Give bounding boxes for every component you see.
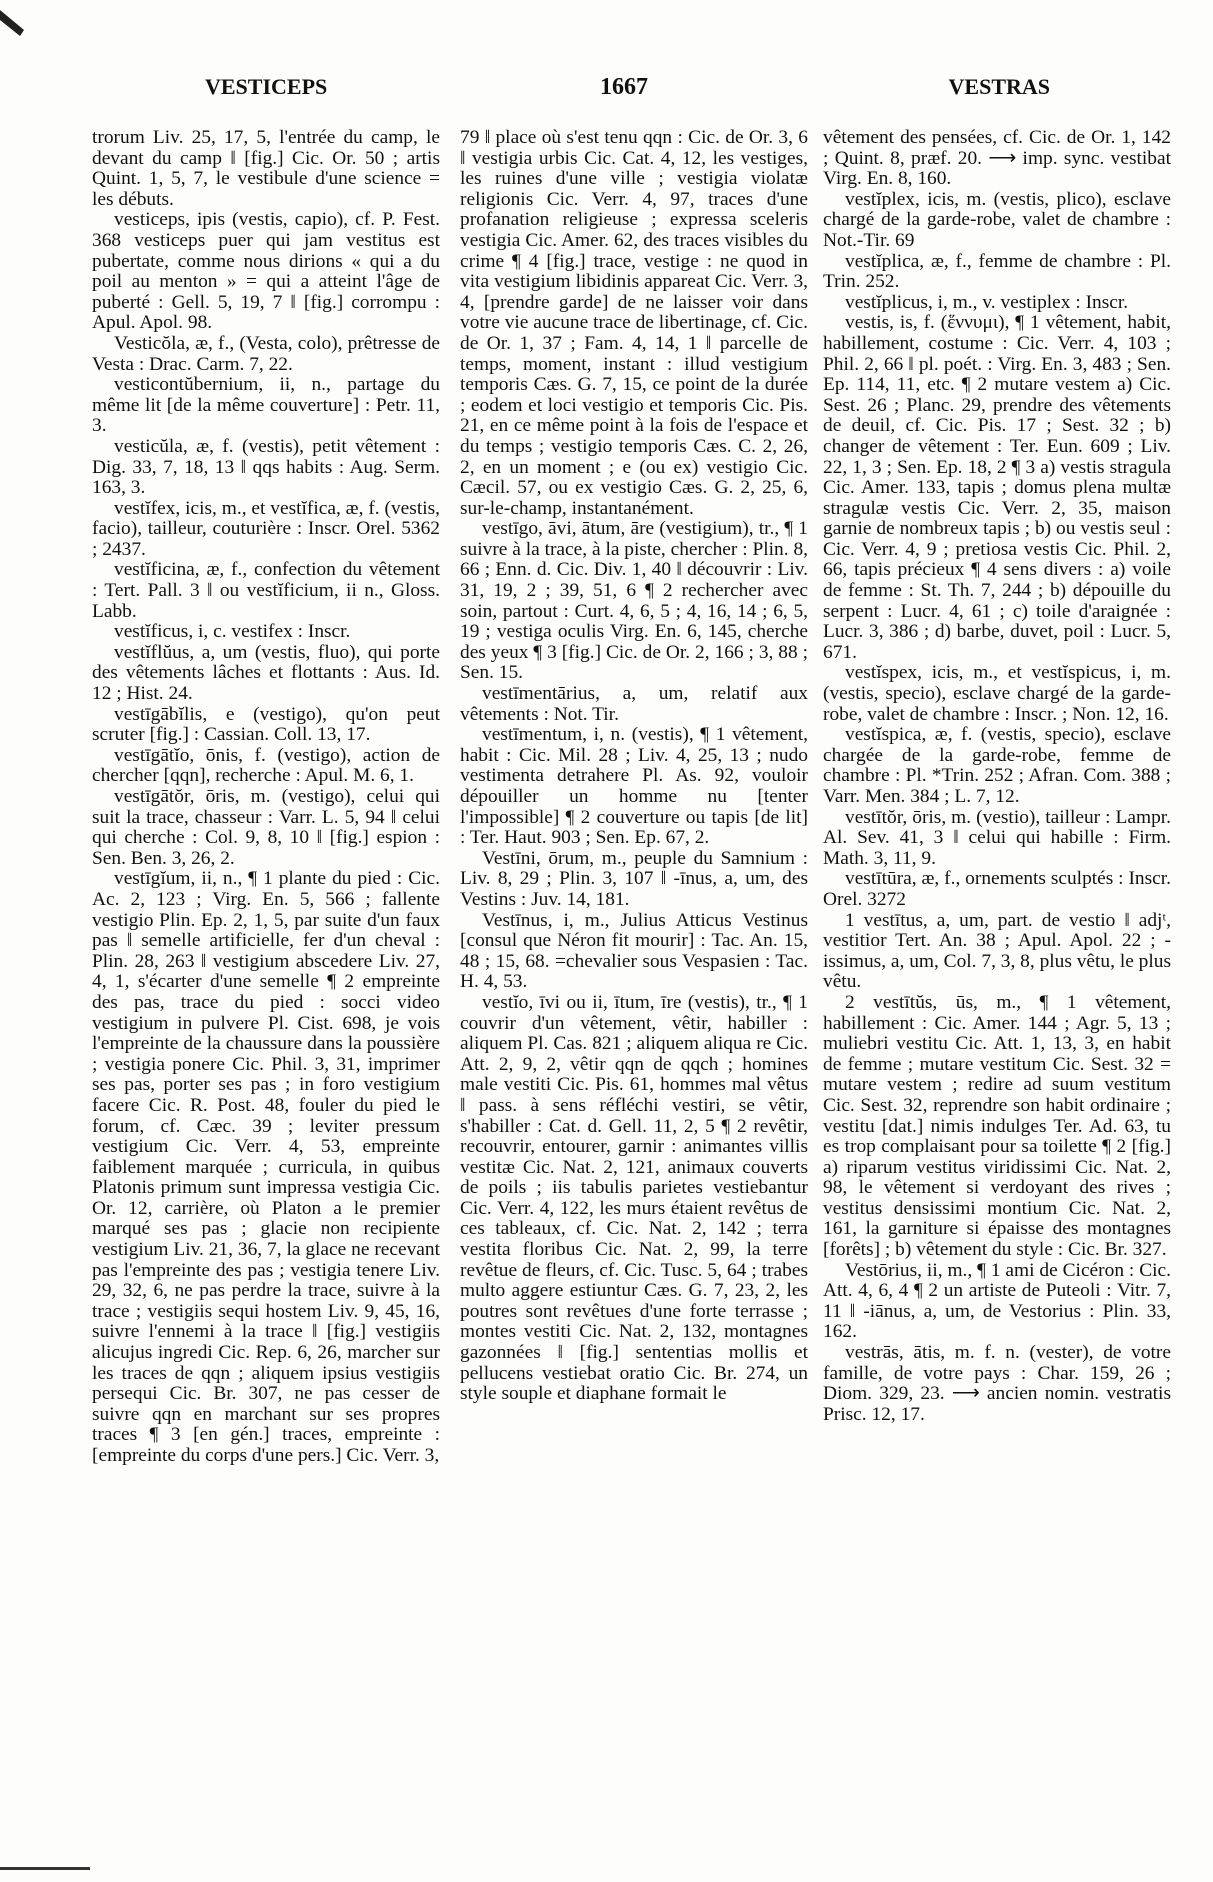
entry: vesticontŭbernium, ii, n., partage du même lit [de la même couverture] : Petr. 11, 3. [92,374,440,437]
entry: Vesticŏla, æ, f., (Vesta, colo), prêtresse de Vesta : Drac. Carm. 7, 22. [92,332,440,375]
entry: vêtement des pensées, cf. Cic. de Or. 1, 142 ; Quint. 8, præf. 20. ⟶ imp. sync. vestibat Virg. En. 8, 160. [823,128,1171,190]
entry: vestrās, ātis, m. f. n. (vester), de votre famille, de votre pays : Char. 159, 26 ; Diom. 329, 23. ⟶ ancien nomin. vestratis Prisc. 12, 17. [823,1342,1171,1425]
entry: Vestōrius, ii, m., ¶ 1 ami de Cicéron : Cic. Att. 4, 6, 4 ¶ 2 un artiste de Puteoli : Vitr. 7, 11 ‖ -iānus, a, um, de Vestorius : Plin. 33, 162. [823,1259,1171,1343]
entry: 1 vestītus, a, um, part. de vestio ‖ adjᵗ, vestitior Tert. An. 38 ; Apul. Apol. 22 ; -issimus, a, um, Col. 7, 3, 8, plus vêtu, le plus vêtu. [823,909,1171,993]
entry: vestĭflŭus, a, um (vestis, fluo), qui porte des vêtements lâches et flottants : Aus. Id. 12 ; Hist. 24. [92,641,440,705]
entry: Vestīni, ōrum, m., peuple du Samnium : Liv. 8, 29 ; Plin. 3, 107 ‖ -īnus, a, um, des Vestins : Juv. 14, 181. [460,847,808,910]
entry: vestītŏr, ōris, m. (vestio), tailleur : Lampr. Al. Sev. 41, 3 ‖ celui qui habille : Firm. Math. 3, 11, 9. [823,806,1171,869]
entry: vestīgātĭo, ōnis, f. (vestigo), action de chercher [qqn], recherche : Apul. M. 6, 1. [92,744,440,787]
entry: vestĭspex, icis, m., et vestĭspicus, i, m. (vestis, specio), esclave chargé de la garde-robe, valet de chambre : Inscr. ; Non. 12, 16. [823,662,1171,725]
entry: vestis, is, f. (ἕννυμι), ¶ 1 vêtement, habit, habillement, costume : Cic. Verr. 4, 103 ; Phil. 2, 66 ‖ pl. poét. : Virg. En. 3, 483 ; Sen. Ep. 114, 11, etc. ¶ 2 mutare vestem a) Cic. Sest. 26 ; Planc. 29, prendre des vêtements de deuil, cf. Cic. Pis. 17 ; Sest. 32 ; b) changer de vêtement : Ter. Eun. 609 ; Liv. 22, 1, 3 ; Sen. Ep. 18, 2 ¶ 3 a) vestis stragula Cic. Amer. 133, tapis ; domus plena multæ stragulæ vestis Cic. Verr. 2, 35, maison garnie de nombreux tapis ; b) ou vestis seul : Cic. Verr. 4, 9 ; pretiosa vestis Cic. Phil. 2, 66, tapis précieux ¶ 4 sens divers : a) voile de femme : St. Th. 7, 244 ; b) dépouille du serpent : Lucr. 4, 61 ; c) toile d'araignée : Lucr. 3, 386 ; d) barbe, duvet, poil : Lucr. 5, 671. [823,312,1171,663]
entry: vestīgĭum, ii, n., ¶ 1 plante du pied : Cic. Ac. 2, 123 ; Virg. En. 5, 566 ; fallente vestigio Plin. Ep. 2, 1, 5, par suite d'un faux pas ‖ semelle artificielle, fer d'un cheval : Plin. 28, 263 ‖ vestigium abscedere Liv. 27, 4, 1, s'écarter d'une semelle ¶ 2 empreinte des pas, trace du pied : socci video vestigium in pulvere Pl. Cist. 698, je vois l'empreinte de la chaussure dans la poussière ; vestigia ponere Cic. Phil. 3, 31, imprimer ses pas, porter ses pas ; in foro vestigium facere Cic. R. Post. 48, fouler du pied le forum, cf. Cæc. 39 ; leviter pressum vestigium Cic. Verr. 4, 53, empreinte faiblement marquée ; curricula, in quibus Platonis primum sunt impressa vestigia Cic. Or. 12, carrière, où Platon a le premier marqué ses pas ; glacie non recipiente vestigium Liv. 21, 36, 7, la glace ne recevant pas l'empreinte des pas ; vestigia tenere Liv. 29, 32, 6, ne pas perdre la trace, suivre à la trace ; vestigiis sequi hostem Liv. 9, 45, 16, suivre l'ennemi à la trace ‖ [fig.] vestigiis alicujus ingredi Cic. Rep. 6, 26, marcher sur les traces de qqn ; aliquem ipsius vestigiis persequi Cic. Br. 307, ne pas cesser de suivre qqn en marchant sur ses propres traces ¶ 3 [en gén.] traces, empreinte : [empreinte du corps d'une pers.] Cic. Verr. 3, [92,868,440,1466]
header-right-guide-word: VESTRAS [948,74,1050,99]
entry: vestīgābĭlis, e (vestigo), qu'on peut scruter [fig.] : Cassian. Coll. 13, 17. [92,703,440,746]
column-3 [823,128,1171,1868]
entry: vestĭficus, i, c. vestifex : Inscr. [114,621,351,643]
column-2 [460,128,808,1868]
entry: vestĭo, īvi ou ii, ītum, īre (vestis), tr., ¶ 1 couvrir d'un vêtement, vêtir, habiller : aliquem Pl. Cas. 821 ; aliquem aliqua re Cic. Att. 2, 9, 2, vêtir qqn de qqch ; homines male vestiti Cic. Pis. 61, hommes mal vêtus ‖ pass. à sens réfléchi vestiri, se vêtir, s'habiller : Cat. d. Gell. 11, 2, 5 ¶ 2 revêtir, recouvrir, entourer, garnir : animantes villis vestitæ Cic. Nat. 2, 121, animaux couverts de poils ; iis tabulis parietes vestiebantur Cic. Verr. 4, 122, les murs étaient revêtus de ces tableaux, cf. Cic. Nat. 2, 142 ; terra vestita floribus Cic. Nat. 2, 99, la terre revêtue de fleurs, cf. Cic. Tusc. 5, 64 ; trabes multo aggere estiuntur Cæs. G. 7, 23, 2, les poutres sont revêtues d'une forte terrasse ; montes vestiti Cic. Nat. 2, 132, montagnes gazonnées ‖ [fig.] sententias mollis et pellucens vestiebat oratio Cic. Br. 274, un style souple et diaphane formait le [460,991,808,1405]
entry: trorum Liv. 25, 17, 5, l'entrée du camp, le devant du camp ‖ [fig.] Cic. Or. 50 ; artis Quint. 1, 5, 7, le vestibule d'une science = les débuts. [92,128,440,210]
entry: Vestīnus, i, m., Julius Atticus Vestinus [consul que Néron fit mourir] : Tac. An. 15, 48 ; 15, 68. =chevalier sous Vespasien : Tac. H. 4, 53. [460,909,808,993]
entry: vestĭficina, æ, f., confection du vêtement : Tert. Pall. 3 ‖ ou vestĭficium, ii n., Gloss. Labb. [92,559,440,622]
entry: vestīmentum, i, n. (vestis), ¶ 1 vêtement, habit : Cic. Mil. 28 ; Liv. 4, 25, 13 ; nudo vestimenta detrahere Pl. As. 92, vouloir dépouiller un homme nu [tenter l'impossible] ¶ 2 couverture ou tapis [de lit] : Ter. Haut. 903 ; Sen. Ep. 67, 2. [460,724,808,849]
entry: vestītūra, æ, f., ornements sculptés : Inscr. Orel. 3272 [823,868,1171,910]
entry: vestĭfex, icis, m., et vestĭfica, æ, f. (vestis, facio), tailleur, couturière : Inscr. Orel. 5362 ; 2437. [92,497,440,560]
entry: vestĭspica, æ, f. (vestis, specio), esclave chargée de la garde-robe, femme de chambre : Pl. *Trin. 252 ; Afran. Com. 388 ; Varr. Men. 384 ; L. 7, 12. [823,724,1171,807]
entry: vesticeps, ipis (vestis, capio), cf. P. Fest. 368 vesticeps puer qui jam vestitus est pubertate, comme nous dirions « qui a du poil au menton » = qui a atteint l'âge de puberté : Gell. 5, 19, 7 ‖ [fig.] corrompu : Apul. Apol. 98. [92,209,440,334]
bottom-edge-mark [0,1867,90,1870]
header-left-guide-word: VESTICEPS [205,74,328,99]
entry: vestīgātŏr, ōris, m. (vestigo), celui qui suit la trace, chasseur : Varr. L. 5, 94 ‖ celui qui cherche : Col. 9, 8, 10 ‖ [fig.] espion : Sen. Ben. 3, 26, 2. [92,786,440,869]
entry: vestĭplicus, i, m., v. vestiplex : Inscr. [845,291,1129,313]
page-number: 1667 [600,74,648,100]
entry: vestĭplica, æ, f., femme de chambre : Pl. Trin. 252. [823,250,1171,293]
entry: 2 vestītŭs, ūs, m., ¶ 1 vêtement, habillement : Cic. Amer. 144 ; Agr. 5, 13 ; muliebri vestitu Cic. Att. 1, 13, 3, en habit de femme ; mutare vestitum Cic. Sest. 32 = mutare vestem ; redire ad suum vestitum Cic. Sest. 32, reprendre son habit ordinaire ; vestitu [dat.] nimis indulges Ter. Ad. 63, tu es trop complaisant pour sa toilette ¶ 2 [fig.] a) riparum vestitus viridissimi Cic. Nat. 2, 98, le vêtement si verdoyant des rives ; vestitus densissimi montium Cic. Nat. 2, 161, la garniture si épaisse des montagnes [forêts] ; b) vêtement du style : Cic. Br. 327. [823,991,1171,1261]
entry: vestīgo, āvi, ātum, āre (vestigium), tr., ¶ 1 suivre à la trace, à la piste, chercher : Plin. 8, 66 ; Enn. d. Cic. Div. 1, 40 ‖ découvrir : Liv. 31, 19, 2 ; 39, 51, 6 ¶ 2 rechercher avec soin, partout : Curt. 4, 6, 5 ; 4, 16, 14 ; 6, 5, 19 ; vestiga oculis Virg. En. 6, 145, cherche des yeux ¶ 3 [fig.] Cic. de Or. 2, 166 ; 3, 88 ; Sen. 15. [460,518,808,684]
column-1 [92,128,440,1868]
page-header [90,74,1090,104]
entry: vestīmentārius, a, um, relatif aux vêtements : Not. Tir. [460,683,808,725]
entry: vestĭplex, icis, m. (vestis, plico), esclave chargé de la garde-robe, valet de chambre : Not.-Tir. 69 [823,188,1171,251]
page-corner-mark [0,0,26,40]
entry: 79 ‖ place où s'est tenu qqn : Cic. de Or. 3, 6 ‖ vestigia urbis Cic. Cat. 4, 12, les vestiges, les ruines d'une ville ; vestigia violatæ religionis Cic. Verr. 4, 97, traces d'une profanation religieuse ; expressa sceleris vestigia Cic. Amer. 62, des traces visibles du crime ¶ 4 [fig.] trace, vestige : ne quod in vita vestigium libidinis appareat Cic. Verr. 3, 4, [prendre garde] de ne laisser voir dans votre vie aucune trace de libertinage, cf. Cic. de Or. 1, 37 ; Fam. 4, 14, 1 ‖ parcelle de temps, moment, instant : illud vestigium temporis Cæs. G. 7, 15, ce point de la durée ; eodem et loci vestigio et temporis Cic. Pis. 21, en ce même point à la fois de l'espace et du temps ; vestigio temporis Cæs. C. 2, 26, 2, en un moment ; e (ou ex) vestigio Cic. Cæcil. 57, ou ex vestigio Cæs. G. 2, 25, 6, sur-le-champ, instantanément. [460,128,808,519]
entry: vesticŭla, æ, f. (vestis), petit vêtement : Dig. 33, 7, 18, 13 ‖ qqs habits : Aug. Serm. 163, 3. [92,435,440,499]
